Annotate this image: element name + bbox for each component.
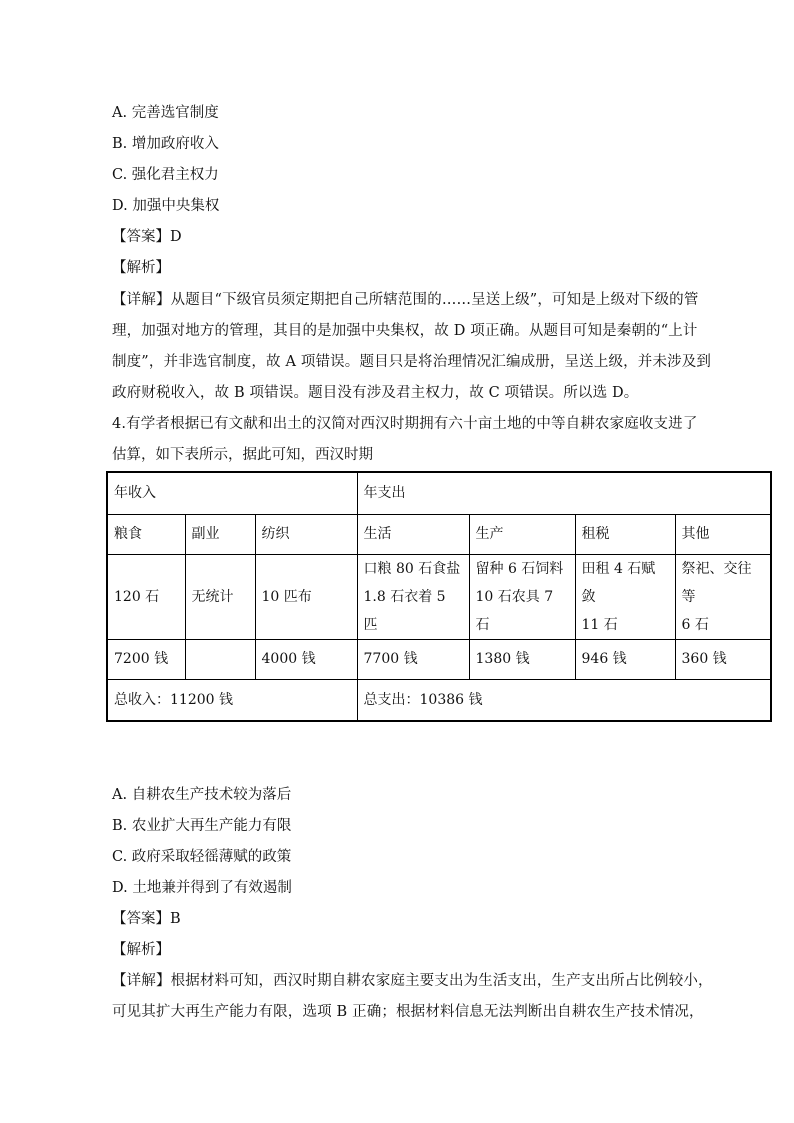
- money-cell: 4000 钱: [255, 639, 357, 679]
- quantity-cell: [575, 554, 675, 639]
- quantity-cell: [675, 554, 771, 639]
- income-expense-table: [106, 471, 772, 722]
- quantity-line: 10 石农具 7 石: [475, 588, 554, 633]
- quantity-cell: [357, 554, 469, 639]
- quantity-cell: [255, 554, 357, 639]
- money-row: [107, 639, 771, 679]
- total-income-cell: 总收入：11200 钱: [107, 679, 357, 721]
- q3-option-a: A. 完善选官制度: [112, 105, 219, 121]
- quantity-line: 口粮 80 石食盐: [363, 560, 461, 577]
- category-cell: 纺织: [255, 514, 357, 554]
- q4-explanation-line-1: 【详解】根据材料可知，西汉时期自耕农家庭主要支出为生活支出，生产支出所占比例较小，: [112, 973, 713, 989]
- q4-option-c: C. 政府采取轻徭薄赋的政策: [112, 849, 292, 865]
- q4-answer: 【答案】B: [112, 911, 181, 927]
- q3-explanation-line-1: 【详解】从题目“下级官员须定期把自己所辖范围的……呈送上级”，可知是上级对下级的管: [112, 292, 699, 308]
- quantity-cell: [107, 554, 185, 639]
- quantity-line: 10 匹布: [261, 588, 312, 605]
- q4-option-a: A. 自耕农生产技术较为落后: [112, 787, 292, 803]
- money-cell: [185, 639, 255, 679]
- q3-option-c: C. 强化君主权力: [112, 167, 219, 183]
- money-cell: 946 钱: [575, 639, 675, 679]
- expense-header: 年支出: [357, 472, 771, 514]
- q4-analysis-heading: 【解析】: [112, 942, 170, 958]
- q3-answer: 【答案】D: [112, 229, 182, 245]
- total-expense-cell: 总支出：10386 钱: [357, 679, 771, 721]
- quantity-line: 120 石: [114, 588, 160, 605]
- quantity-cell: [469, 554, 575, 639]
- quantity-row: [107, 554, 771, 639]
- category-cell: 生产: [469, 514, 575, 554]
- q4-option-b: B. 农业扩大再生产能力有限: [112, 818, 292, 834]
- quantity-line: 祭祀、交往等: [681, 560, 752, 605]
- quantity-line: 留种 6 石饲料: [475, 560, 564, 577]
- quantity-cell: [185, 554, 255, 639]
- category-cell: 租税: [575, 514, 675, 554]
- category-cell: 生活: [357, 514, 469, 554]
- category-cell: 其他: [675, 514, 771, 554]
- q4-stem-line-1: 4.有学者根据已有文献和出土的汉简对西汉时期拥有六十亩土地的中等自耕农家庭收支进了: [112, 416, 698, 432]
- money-cell: 360 钱: [675, 639, 771, 679]
- q3-explanation-line-3: 制度”，并非选官制度，故 A 项错误。题目只是将治理情况汇编成册，呈送上级，并未涉及到: [112, 354, 712, 370]
- q4-option-d: D. 土地兼并得到了有效遏制: [112, 880, 292, 896]
- q3-analysis-heading: 【解析】: [112, 260, 170, 276]
- q4-stem-line-2: 估算，如下表所示，据此可知，西汉时期: [112, 447, 373, 463]
- money-cell: 1380 钱: [469, 639, 575, 679]
- q3-explanation-line-4: 政府财税收入，故 B 项错误。题目没有涉及君主权力，故 C 项错误。所以选 D。: [112, 385, 639, 401]
- q3-option-b: B. 增加政府收入: [112, 136, 219, 152]
- quantity-line: 田租 4 石赋敛: [581, 560, 656, 605]
- totals-row: [107, 679, 771, 721]
- category-cell: 粮食: [107, 514, 185, 554]
- quantity-line: 6 石: [681, 616, 709, 633]
- q3-option-d: D. 加强中央集权: [112, 198, 220, 214]
- q3-explanation-line-2: 理，加强对地方的管理，其目的是加强中央集权，故 D 项正确。从题目可知是秦朝的“上计: [112, 323, 698, 339]
- q4-explanation-line-2: 可见其扩大再生产能力有限，选项 B 正确；根据材料信息无法判断出自耕农生产技术情况，: [112, 1004, 704, 1020]
- quantity-line: 1.8 石衣着 5 匹: [363, 588, 446, 633]
- quantity-line: 无统计: [191, 588, 234, 605]
- money-cell: 7700 钱: [357, 639, 469, 679]
- income-header: 年收入: [107, 472, 357, 514]
- money-cell: 7200 钱: [107, 639, 185, 679]
- quantity-line: 11 石: [581, 616, 618, 633]
- category-row: [107, 514, 771, 554]
- table-header-row: [107, 472, 771, 514]
- category-cell: 副业: [185, 514, 255, 554]
